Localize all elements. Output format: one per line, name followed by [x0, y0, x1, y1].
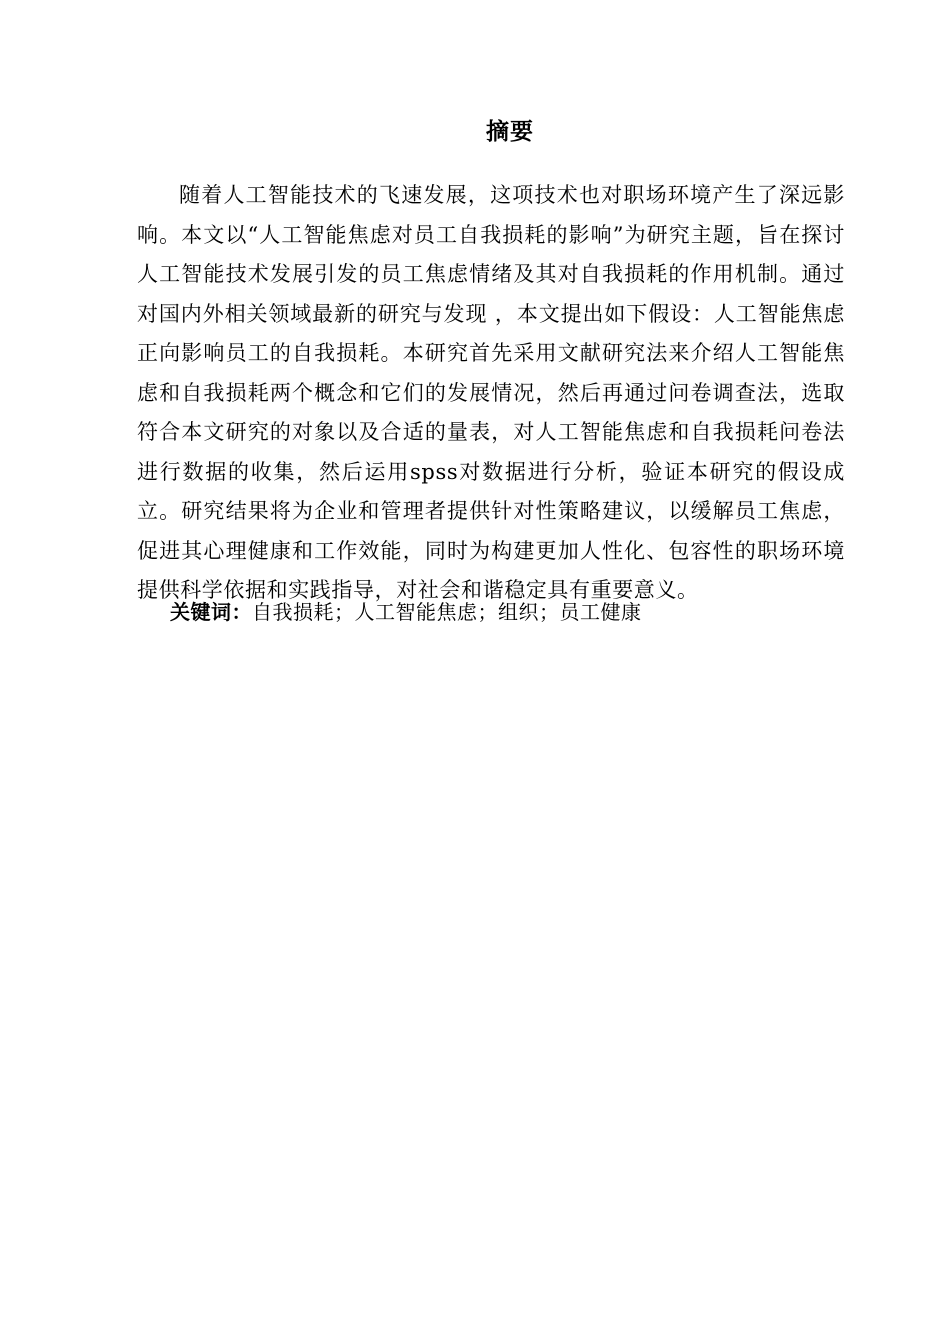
- keywords-value: 自我损耗；人工智能焦虑；组织；员工健康: [252, 600, 642, 624]
- abstract-title: 摘要: [486, 119, 534, 145]
- keywords-line: [170, 592, 850, 632]
- keywords-label: 关键词：: [170, 600, 252, 624]
- abstract-body: 随着人工智能技术的飞速发展，这项技术也对职场环境产生了深远影响。本文以“人工智能焦虑对员工自我损耗的影响”为研究主题，旨在探讨人工智能技术发展引发的员工焦虑情绪及其对自我损耗的作用机制。通过对国内外相关领域最新的研究与发现 ，本文提出如下假设：人工智能焦虑正向影响员工的自我损耗。本研究首先采用文献研究法来介绍人工智能焦虑和自我损耗两个概念和它们的发展情况，然后再通过问卷调查法，选取符合本文研究的对象以及合适的量表，对人工智能焦虑和自我损耗问卷法进行数据的收集，然后运用spss对数据进行分析，验证本研究的假设成立。研究结果将为企业和管理者提供针对性策略建议，以缓解员工焦虑，促进其心理健康和工作效能，同时为构建更加人性化、包容性的职场环境提供科学依据和实践指导，对社会和谐稳定具有重要意义。: [137, 183, 845, 602]
